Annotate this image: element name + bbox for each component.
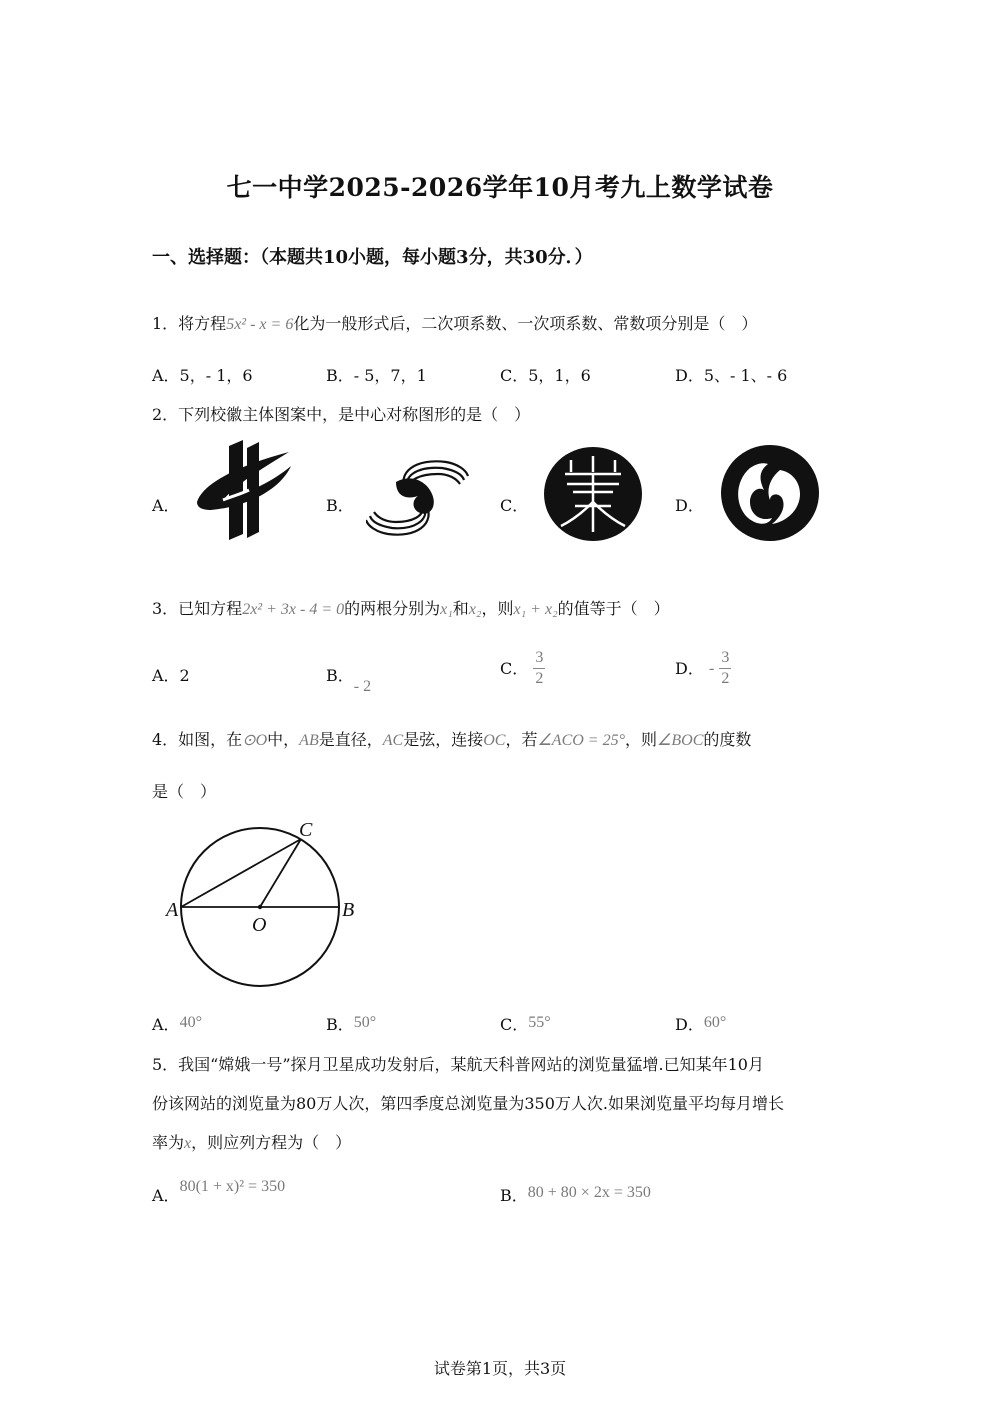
q3-suffix: 的值等于（ ） [557,599,670,618]
fraction-denominator: 2 [535,670,544,687]
q4-t5: ，若 [505,730,538,749]
q4-t7: 的度数 [703,730,752,749]
q3-option-d-label: D． [675,658,704,678]
q4-t3: 是直径， [318,730,383,749]
q3-sum: x₁ + x₂ [513,601,558,618]
page-footer: 试卷第1页，共3页 [433,1359,567,1378]
q3-option-d-fraction [719,648,731,689]
question-4-line2: 是（ ） [152,782,217,801]
q4-angle-aco: ∠ACO = 25° [537,732,625,749]
question-5-line2: 份该网站的浏览量为80万人次，第四季度总浏览量为350万人次.如果浏览量平均每月增长 [152,1094,784,1113]
q3-mid1: 的两根分别为 [344,599,441,618]
emblem-a-icon[interactable] [193,438,299,542]
q5-option-a-label: A． [152,1186,180,1205]
q5-option-a[interactable] [152,1178,286,1208]
emblem-b-icon[interactable] [366,452,470,544]
fraction-denominator: 2 [721,670,730,687]
q4-ab: AB [299,732,319,749]
q3-equation: 2x² + 3x - 4 = 0 [242,601,345,618]
question-5-line1: 5．我国“嫦娥一号”探月卫星成功发射后，某航天科普网站的浏览量猛增.已知某年10月 [152,1055,764,1074]
question-3 [152,598,670,621]
q1-prefix: 1．将方程 [152,314,227,333]
q1-option-a[interactable]: A．5，- 1，6 [152,366,253,385]
q3-option-d[interactable] [675,648,731,689]
circle-figure [160,815,370,995]
q4-t6: ，则 [625,730,658,749]
q1-option-c[interactable]: C．5，1，6 [500,366,591,385]
q4-t2: 中， [267,730,300,749]
q4-option-b[interactable] [326,1014,376,1037]
q4-option-a[interactable] [152,1014,202,1037]
q4-option-a-label: A． [152,1015,180,1034]
q1-option-d[interactable]: D．5、- 1、- 6 [675,366,788,385]
question-5-line3 [152,1132,351,1155]
question-1 [152,313,757,336]
question-4 [152,729,751,752]
q4-option-c-label: C． [500,1015,529,1034]
q3-option-b-label: B． [326,666,354,685]
q3-option-c-fraction [533,648,545,689]
q3-option-c[interactable] [500,648,545,689]
q1-suffix: 化为一般形式后，二次项系数、一次项系数、常数项分别是（ ） [293,314,758,333]
q4-option-d-value: 60° [703,1014,727,1031]
q1-option-b[interactable]: B．- 5，7，1 [326,366,427,385]
emblem-c-icon[interactable] [543,446,643,542]
q4-ac: AC [382,732,404,749]
q4-circle: ⊙O [242,732,268,749]
q3-option-a[interactable]: A．2 [152,666,190,685]
q4-option-b-label: B． [326,1015,354,1034]
q5-line3-b: ，则应列方程为（ ） [191,1133,352,1152]
q3-x1: x₁ [440,601,453,618]
q5-option-b-label: B． [500,1186,528,1205]
fraction-numerator: 3 [719,648,731,669]
question-2: 2．下列校徽主体图案中，是中心对称图形的是（ ） [152,405,531,424]
point-a-label: A [166,899,179,921]
q4-option-d[interactable] [675,1014,726,1037]
point-b-label: B [342,899,355,921]
point-o-label: O [252,914,267,936]
q3-option-c-label: C． [500,658,529,678]
q3-and: 和 [452,599,469,618]
q3-x2: x₂ [468,601,482,618]
q5-option-a-eq: 80(1 + x)² = 350 [179,1178,286,1195]
point-c-label: C [299,819,313,841]
q3-option-d-sign: - [708,659,715,677]
q4-oc: OC [483,732,506,749]
q3-mid2: ，则 [481,599,514,618]
q4-option-b-value: 50° [353,1014,377,1031]
q3-option-b-value: - 2 [353,678,372,695]
emblem-d-icon[interactable] [720,444,820,542]
q5-option-b-eq: 80 + 80 × 2x = 350 [527,1184,651,1201]
q3-prefix: 3．已知方程 [152,599,243,618]
q2-option-a-label[interactable]: A． [152,496,180,515]
page-title: 七一中学2025-2026学年10月考九上数学试卷 [226,173,774,202]
q3-option-b[interactable] [326,665,372,695]
q2-option-b-label[interactable]: B． [326,496,354,515]
q4-option-c-value: 55° [528,1014,551,1031]
q2-option-d-label[interactable]: D． [675,496,704,515]
section-heading: 一、选择题：（本题共10小题，每小题3分，共30分．） [152,247,593,268]
q4-t1: 4．如图，在 [152,730,243,749]
fraction-numerator: 3 [533,648,545,669]
q4-option-a-value: 40° [179,1014,202,1031]
q5-line3-a: 率为 [152,1133,185,1152]
q4-t4: 是弦，连接 [403,730,484,749]
q1-equation: 5x² - x = 6 [226,316,294,333]
q5-variable: x [184,1135,192,1152]
q4-angle-boc: ∠BOC [657,732,704,749]
q5-option-b[interactable] [500,1185,651,1208]
q2-option-c-label[interactable]: C． [500,496,529,515]
q4-option-d-label: D． [675,1015,704,1034]
q4-option-c[interactable] [500,1014,551,1037]
